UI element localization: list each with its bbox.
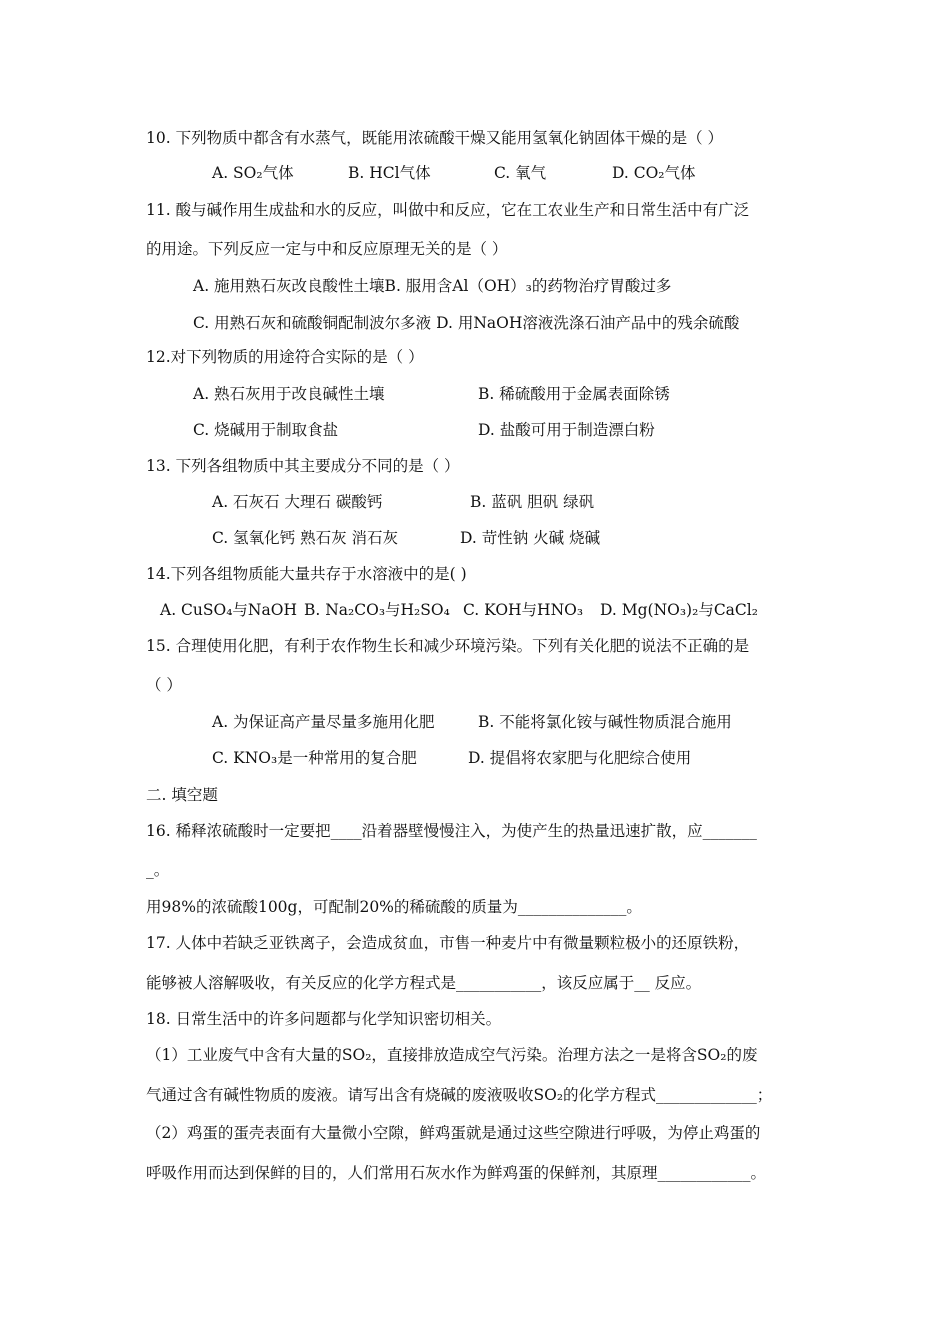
q12-option-c: C. 烧碱用于制取食盐 — [193, 421, 339, 439]
q18-stem: 18. 日常生活中的许多问题都与化学知识密切相关。 — [146, 1010, 502, 1028]
q18-part2-line1: （2）鸡蛋的蛋壳表面有大量微小空隙，鲜鸡蛋就是通过这些空隙进行呼吸，为停止鸡蛋的 — [146, 1124, 761, 1142]
q12-option-a: A. 熟石灰用于改良碱性土壤 — [193, 385, 385, 403]
q13-option-a: A. 石灰石 大理石 碳酸钙 — [212, 493, 383, 511]
q14-option-b: B. Na₂CO₃与H₂SO₄ — [304, 601, 450, 619]
q16-line3: 用98%的浓硫酸100g，可配制20%的稀硫酸的质量为______________。 — [146, 898, 642, 916]
q17-line1: 17. 人体中若缺乏亚铁离子，会造成贫血，市售一种麦片中有微量颗粒极小的还原铁粉， — [146, 934, 750, 952]
q11-stem-line1: 11. 酸与碱作用生成盐和水的反应，叫做中和反应，它在工农业生产和日常生活中有广泛 — [146, 201, 750, 219]
q18-part1-line1: （1）工业废气中含有大量的SO₂，直接排放造成空气污染。治理方法之一是将含SO₂的废 — [146, 1046, 758, 1064]
q12-stem: 12.对下列物质的用途符合实际的是（ ） — [146, 348, 424, 366]
q10-stem: 10. 下列物质中都含有水蒸气，既能用浓硫酸干燥又能用氢氧化钠固体干燥的是（ ） — [146, 129, 724, 147]
q16-line2: _。 — [146, 861, 170, 879]
q12-option-b: B. 稀硫酸用于金属表面除锈 — [478, 385, 670, 403]
q14-stem: 14.下列各组物质能大量共存于水溶液中的是( ) — [146, 565, 467, 583]
q15-stem-line1: 15. 合理使用化肥，有利于农作物生长和减少环境污染。下列有关化肥的说法不正确的是 — [146, 637, 750, 655]
q15-option-b: B. 不能将氯化铵与碱性物质混合施用 — [478, 713, 732, 731]
q17-line2: 能够被人溶解吸收，有关反应的化学方程式是___________，该反应属于__ 反应。 — [146, 974, 702, 992]
q13-stem: 13. 下列各组物质中其主要成分不同的是（ ） — [146, 457, 460, 475]
q14-option-c: C. KOH与HNO₃ — [463, 601, 584, 619]
q16-line1: 16. 稀释浓硫酸时一定要把____沿着器壁慢慢注入，为使产生的热量迅速扩散，应_______ — [146, 822, 757, 840]
q15-option-a: A. 为保证高产量尽量多施用化肥 — [212, 713, 435, 731]
q15-stem-line2: （ ） — [146, 676, 182, 694]
q10-option-a: A. SO₂气体 — [212, 164, 294, 182]
q15-option-c: C. KNO₃是一种常用的复合肥 — [212, 749, 417, 767]
q10-option-b: B. HCl气体 — [348, 164, 431, 182]
q13-option-d: D. 苛性钠 火碱 烧碱 — [460, 529, 601, 547]
q11-stem-line2: 的用途。下列反应一定与中和反应原理无关的是（ ） — [146, 240, 508, 258]
q11-options-row2: C. 用熟石灰和硫酸铜配制波尔多液 D. 用NaOH溶液洗涤石油产品中的残余硫酸 — [193, 314, 740, 332]
q13-option-b: B. 蓝矾 胆矾 绿矾 — [470, 493, 595, 511]
q11-options-row1: A. 施用熟石灰改良酸性土壤B. 服用含Al（OH）₃的药物治疗胃酸过多 — [193, 277, 672, 295]
q10-option-d: D. CO₂气体 — [612, 164, 696, 182]
q18-part1-line2: 气通过含有碱性物质的废液。请写出含有烧碱的废液吸收SO₂的化学方程式_____________； — [146, 1086, 773, 1104]
q18-part2-line2: 呼吸作用而达到保鲜的目的，人们常用石灰水作为鲜鸡蛋的保鲜剂，其原理____________。 — [146, 1164, 767, 1182]
q12-option-d: D. 盐酸可用于制造漂白粉 — [478, 421, 655, 439]
q15-option-d: D. 提倡将农家肥与化肥综合使用 — [468, 749, 692, 767]
q14-option-d: D. Mg(NO₃)₂与CaCl₂ — [600, 601, 758, 619]
q13-option-c: C. 氢氧化钙 熟石灰 消石灰 — [212, 529, 399, 547]
q14-option-a: A. CuSO₄与NaOH — [160, 601, 297, 619]
q10-option-c: C. 氧气 — [494, 164, 547, 182]
section-title: 二. 填空题 — [146, 786, 218, 804]
